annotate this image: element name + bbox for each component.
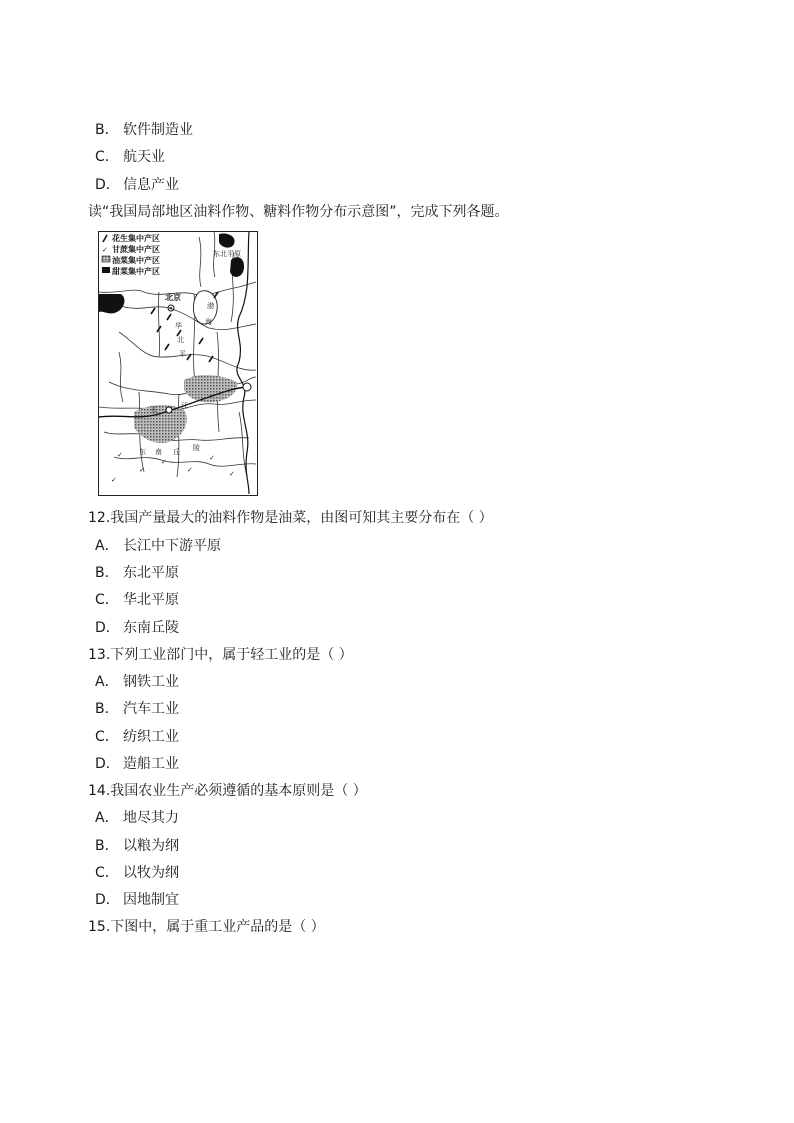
option-letter: B．	[95, 838, 119, 854]
q12-option-d	[95, 619, 179, 637]
option-text: 地尽其力	[123, 810, 179, 826]
svg-text:✓: ✓	[229, 470, 235, 478]
label-northeast-plain: 东北平原	[213, 250, 241, 258]
option-letter: C．	[95, 729, 119, 745]
sugarbeet-fill-icon	[102, 267, 110, 273]
river-mouth	[243, 383, 251, 391]
option-text: 东北平原	[123, 565, 179, 581]
option-letter: A．	[95, 674, 119, 690]
label-beijing: 北京	[165, 293, 181, 302]
q14-option-c	[95, 864, 179, 882]
option-letter: C．	[95, 149, 119, 165]
label-southeast-1: 东	[139, 448, 146, 456]
option-letter: D．	[95, 892, 120, 908]
option-d	[95, 176, 179, 194]
option-text: 长江中下游平原	[123, 538, 221, 554]
label-huabei-1: 华	[175, 322, 182, 330]
rapeseed-area-east	[184, 375, 237, 402]
option-letter: D．	[95, 177, 120, 193]
option-b	[95, 121, 193, 139]
q13-option-d	[95, 755, 179, 773]
question-14-stem: 14.我国农业生产必须遵循的基本原则是（ ）	[88, 783, 367, 799]
option-text: 因地制宜	[123, 892, 179, 908]
intro-text: 读“我国局部地区油料作物、糖料作物分布示意图”，完成下列各题。	[88, 204, 509, 220]
label-bohai-1: 渤	[207, 302, 214, 310]
option-letter: B．	[95, 701, 119, 717]
option-text: 软件制造业	[123, 122, 193, 138]
label-southeast-4: 陵	[193, 444, 200, 452]
option-text: 航天业	[123, 149, 165, 165]
option-text: 华北平原	[123, 592, 179, 608]
legend-label-rapeseed: 油菜集中产区	[112, 256, 160, 265]
q14-option-b	[95, 837, 179, 855]
q12-option-a	[95, 537, 221, 555]
question-15-stem: 15.下图中，属于重工业产品的是（ ）	[88, 919, 325, 935]
option-text: 以牧为纲	[123, 865, 179, 881]
q13-option-b	[95, 700, 179, 718]
svg-text:✓: ✓	[111, 476, 117, 484]
option-text: 汽车工业	[123, 701, 179, 717]
option-letter: A．	[95, 538, 119, 554]
option-letter: D．	[95, 756, 120, 772]
sugarbeet-area-north	[219, 233, 235, 247]
map-legend	[99, 232, 187, 278]
option-text: 纺织工业	[123, 729, 179, 745]
label-changjiang-1: 长	[151, 406, 158, 414]
legend-label-peanut: 花生集中产区	[112, 234, 160, 243]
option-c	[95, 148, 165, 166]
sugarcane-mark-icon: ✓	[102, 246, 108, 254]
q14-option-d	[95, 891, 179, 909]
question-12-stem: 12.我国产量最大的油料作物是油菜，由图可知其主要分布在（ ）	[88, 510, 493, 526]
svg-text:✓: ✓	[117, 451, 123, 459]
option-text: 东南丘陵	[123, 620, 179, 636]
rapeseed-pattern-icon	[102, 256, 110, 262]
map-svg	[99, 232, 256, 494]
sugarbeet-area-northeast	[230, 257, 244, 277]
question-13-stem: 13.下列工业部门中，属于轻工业的是（ ）	[88, 647, 353, 663]
option-letter: B．	[95, 122, 119, 138]
option-letter: D．	[95, 620, 120, 636]
q12-option-b	[95, 564, 179, 582]
q14-option-a	[95, 809, 179, 827]
legend-label-sugarbeet: 甜菜集中产区	[112, 267, 160, 276]
svg-text:✓: ✓	[161, 458, 167, 466]
q13-option-c	[95, 728, 179, 746]
svg-text:✓: ✓	[139, 466, 145, 474]
svg-text:✓: ✓	[187, 466, 193, 474]
label-southeast-2: 南	[155, 448, 162, 456]
option-text: 以粮为纲	[123, 838, 179, 854]
sugarbeet-area-west	[99, 294, 124, 313]
beijing-dot	[170, 307, 172, 309]
option-text: 信息产业	[123, 177, 179, 193]
label-huabei-2: 北	[177, 336, 184, 344]
option-letter: C．	[95, 865, 119, 881]
svg-text:✓: ✓	[209, 454, 215, 462]
option-letter: C．	[95, 592, 119, 608]
lake-marker	[166, 407, 172, 413]
q12-option-c	[95, 591, 179, 609]
option-text: 钢铁工业	[123, 674, 179, 690]
option-text: 造船工业	[123, 756, 179, 772]
label-huabei-3: 平	[179, 350, 186, 358]
legend-label-sugarcane: 甘蔗集中产区	[112, 245, 160, 254]
q13-option-a	[95, 673, 179, 691]
crop-distribution-map	[98, 231, 258, 496]
label-changjiang-2: 江	[181, 402, 188, 410]
option-letter: B．	[95, 565, 119, 581]
label-southeast-3: 丘	[173, 448, 180, 456]
option-letter: A．	[95, 810, 119, 826]
label-bohai-2: 海	[205, 318, 212, 326]
